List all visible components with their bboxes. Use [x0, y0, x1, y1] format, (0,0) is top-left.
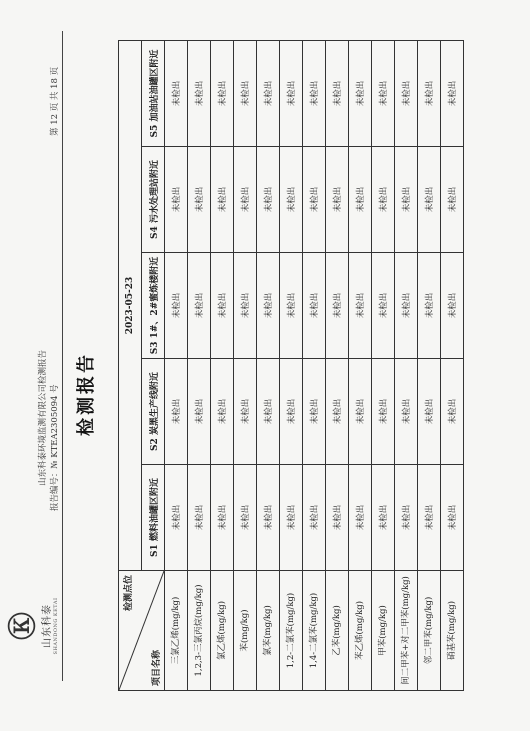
result-cell: 未检出 — [395, 359, 418, 465]
header-divider — [62, 31, 63, 681]
result-cell: 未检出 — [257, 359, 280, 465]
result-cell: 未检出 — [418, 147, 441, 253]
table-date-row — [119, 41, 142, 691]
logo-mark-icon: Ⓚ — [6, 612, 39, 641]
result-cell: 未检出 — [211, 359, 234, 465]
item-name: 1,4-二氯苯(mg/kg) — [303, 571, 326, 691]
table-row — [395, 41, 418, 691]
point-header-2: S2 炭黑生产线附近 — [142, 359, 165, 465]
point-header-3: S3 1#、2#蜜炼楼附近 — [142, 253, 165, 359]
result-cell: 未检出 — [257, 41, 280, 147]
result-cell: 未检出 — [372, 41, 395, 147]
result-cell: 未检出 — [211, 465, 234, 571]
result-cell: 未检出 — [303, 41, 326, 147]
header-company: 山东科泰环境监测有限公司检测报告 — [38, 349, 48, 486]
company-logo — [8, 581, 68, 671]
result-cell: 未检出 — [234, 41, 257, 147]
result-cell: 未检出 — [303, 359, 326, 465]
logo-brand: 山东科泰 — [42, 604, 53, 648]
result-cell: 未检出 — [303, 147, 326, 253]
report-title: 检测报告 — [76, 352, 97, 436]
result-cell: 未检出 — [349, 253, 372, 359]
result-cell: 未检出 — [441, 147, 464, 253]
result-cell: 未检出 — [326, 147, 349, 253]
result-cell: 未检出 — [165, 465, 188, 571]
result-cell: 未检出 — [257, 465, 280, 571]
report-number: 报告编号：№ KTEA2305094 号 — [50, 384, 60, 511]
result-cell: 未检出 — [372, 465, 395, 571]
result-cell: 未检出 — [349, 465, 372, 571]
point-header-4: S4 污水处理站附近 — [142, 147, 165, 253]
table-row — [326, 41, 349, 691]
table-row — [165, 41, 188, 691]
table-row — [234, 41, 257, 691]
item-name: 硝基苯(mg/kg) — [441, 571, 464, 691]
result-cell: 未检出 — [418, 41, 441, 147]
result-cell: 未检出 — [280, 147, 303, 253]
result-cell: 未检出 — [372, 253, 395, 359]
table-row — [349, 41, 372, 691]
result-cell: 未检出 — [303, 465, 326, 571]
item-name: 氯苯(mg/kg) — [257, 571, 280, 691]
corner-label-point: 检测点位 — [124, 575, 134, 612]
table-row — [441, 41, 464, 691]
result-cell: 未检出 — [188, 465, 211, 571]
item-name: 苯(mg/kg) — [234, 571, 257, 691]
result-cell: 未检出 — [349, 147, 372, 253]
result-cell: 未检出 — [441, 41, 464, 147]
result-cell: 未检出 — [395, 465, 418, 571]
result-cell: 未检出 — [188, 41, 211, 147]
result-cell: 未检出 — [441, 253, 464, 359]
result-cell: 未检出 — [395, 147, 418, 253]
table-row — [372, 41, 395, 691]
result-cell: 未检出 — [418, 465, 441, 571]
item-name: 苯乙烯(mg/kg) — [349, 571, 372, 691]
table-row — [257, 41, 280, 691]
results-table — [118, 40, 464, 691]
logo-brand-en: SHANDONG KETAI — [53, 597, 59, 655]
table-body — [165, 41, 464, 691]
result-cell: 未检出 — [257, 147, 280, 253]
result-cell: 未检出 — [165, 147, 188, 253]
result-cell: 未检出 — [326, 41, 349, 147]
item-name: 三氯乙烯(mg/kg) — [165, 571, 188, 691]
item-name: 1,2,3-三氯丙烷(mg/kg) — [188, 571, 211, 691]
table-corner-cell — [119, 571, 165, 691]
result-cell: 未检出 — [441, 465, 464, 571]
result-cell: 未检出 — [441, 359, 464, 465]
corner-label-item: 项目名称 — [152, 649, 162, 686]
result-cell: 未检出 — [211, 41, 234, 147]
item-name: 间二甲苯+对二甲苯(mg/kg) — [395, 571, 418, 691]
table-row — [418, 41, 441, 691]
table-row — [211, 41, 234, 691]
result-cell: 未检出 — [349, 41, 372, 147]
result-cell: 未检出 — [326, 465, 349, 571]
sampling-date: 2023-05-23 — [119, 41, 142, 571]
item-name: 氯乙烯(mg/kg) — [211, 571, 234, 691]
page-info: 第 12 页 共 18 页 — [50, 66, 60, 136]
result-cell: 未检出 — [280, 41, 303, 147]
result-cell: 未检出 — [303, 253, 326, 359]
result-cell: 未检出 — [395, 253, 418, 359]
result-cell: 未检出 — [326, 359, 349, 465]
result-cell: 未检出 — [349, 359, 372, 465]
item-name: 乙苯(mg/kg) — [326, 571, 349, 691]
result-cell: 未检出 — [234, 359, 257, 465]
table-row — [303, 41, 326, 691]
result-cell: 未检出 — [372, 359, 395, 465]
result-cell: 未检出 — [165, 253, 188, 359]
point-header-5: S5 加油站油罐区附近 — [142, 41, 165, 147]
item-name: 甲苯(mg/kg) — [372, 571, 395, 691]
result-cell: 未检出 — [234, 147, 257, 253]
result-cell: 未检出 — [188, 147, 211, 253]
result-cell: 未检出 — [188, 359, 211, 465]
result-cell: 未检出 — [280, 253, 303, 359]
table-row — [280, 41, 303, 691]
result-cell: 未检出 — [234, 465, 257, 571]
result-cell: 未检出 — [280, 359, 303, 465]
result-cell: 未检出 — [211, 253, 234, 359]
result-cell: 未检出 — [418, 253, 441, 359]
item-name: 邻二甲苯(mg/kg) — [418, 571, 441, 691]
result-cell: 未检出 — [211, 147, 234, 253]
result-cell: 未检出 — [165, 41, 188, 147]
table-row — [188, 41, 211, 691]
result-cell: 未检出 — [188, 253, 211, 359]
result-cell: 未检出 — [326, 253, 349, 359]
result-cell: 未检出 — [165, 359, 188, 465]
result-cell: 未检出 — [280, 465, 303, 571]
item-name: 1,2-二氯苯(mg/kg) — [280, 571, 303, 691]
result-cell: 未检出 — [234, 253, 257, 359]
result-cell: 未检出 — [372, 147, 395, 253]
result-cell: 未检出 — [257, 253, 280, 359]
result-cell: 未检出 — [395, 41, 418, 147]
result-cell: 未检出 — [418, 359, 441, 465]
point-header-1: S1 燃料油罐区附近 — [142, 465, 165, 571]
